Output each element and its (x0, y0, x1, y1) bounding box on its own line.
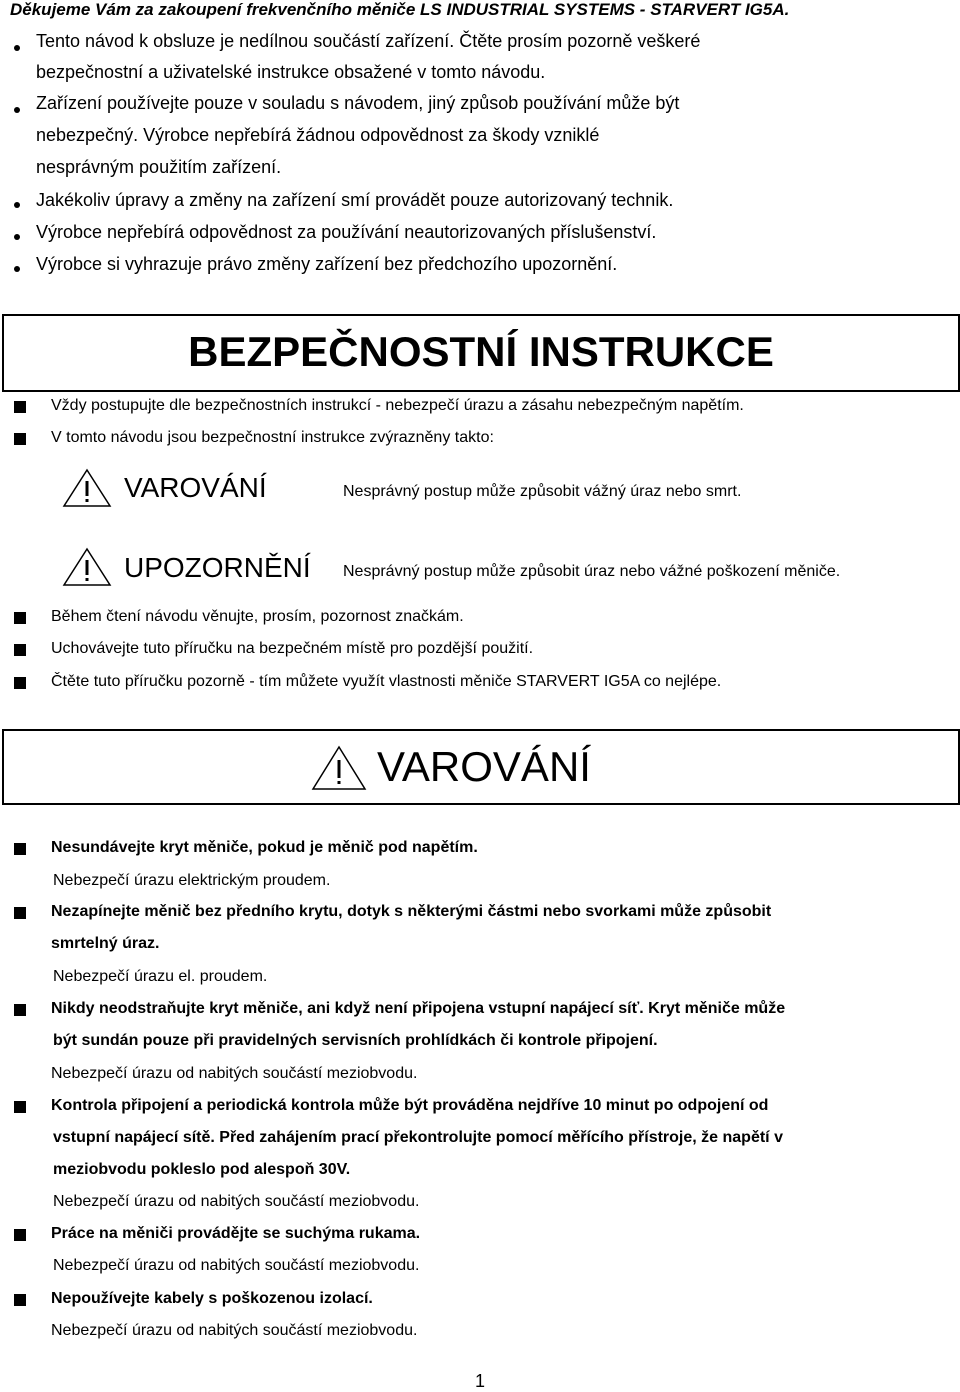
warning-item-note: Nebezpečí úrazu od nabitých součástí meziobvodu. (53, 1193, 420, 1210)
intro-line: bezpečnostní a uživatelské instrukce obsažené v tomto návodu. (36, 62, 546, 82)
warning-item-text: Nikdy neodstraňujte kryt měniče, ani když není připojena vstupní napájecí síť. Kryt měniče může (51, 1000, 786, 1017)
safety-item: Uchovávejte tuto příručku na bezpečném místě pro pozdější použití. (51, 640, 534, 657)
safety-item: Během čtení návodu věnujte, prosím, pozornost značkám. (51, 608, 464, 625)
bullet-square (14, 644, 26, 656)
warning-item-text: vstupní napájecí sítě. Před zahájením prací překontrolujte pomocí měřícího přístroje, že napětí v (53, 1129, 783, 1146)
warning-triangle-icon (311, 745, 367, 791)
bullet-square (14, 843, 26, 855)
intro-title: Děkujeme Vám za zakoupení frekvenčního měniče LS INDUSTRIAL SYSTEMS - STARVERT IG5A. (10, 0, 790, 19)
warning-item-text: být sundán pouze při pravidelných servisních prohlídkách či kontrole připojení. (53, 1032, 658, 1049)
intro-line: Tento návod k obsluze je nedílnou součástí zařízení. Čtěte prosím pozorně veškeré (36, 31, 701, 51)
safety-title: BEZPEČNOSTNÍ INSTRUKCE (188, 328, 774, 375)
warning-item-text: Kontrola připojení a periodická kontrola může být prováděna nejdříve 10 minut po odpojení od (51, 1097, 769, 1114)
warning-description: Nesprávný postup může způsobit vážný úraz nebo smrt. (343, 483, 742, 500)
warning-item-note: Nebezpečí úrazu od nabitých součástí meziobvodu. (51, 1065, 418, 1082)
intro-line: nesprávným použitím zařízení. (36, 157, 282, 177)
caution-label: UPOZORNĚNÍ (124, 552, 311, 583)
warning-triangle-icon (62, 468, 112, 508)
bullet-dot (14, 107, 20, 113)
warning-item-note: Nebezpečí úrazu el. proudem. (53, 968, 268, 985)
warning-item-note: Nebezpečí úrazu od nabitých součástí meziobvodu. (53, 1257, 420, 1274)
bullet-square (14, 907, 26, 919)
warning-item-note: Nebezpečí úrazu od nabitých součástí meziobvodu. (51, 1322, 418, 1339)
warning-item-note: Nebezpečí úrazu elektrickým proudem. (53, 872, 331, 889)
intro-line: nebezpečný. Výrobce nepřebírá žádnou odpovědnost za škody vzniklé (36, 125, 600, 145)
warning-title: VAROVÁNÍ (377, 743, 591, 790)
safety-item: V tomto návodu jsou bezpečnostní instrukce zvýrazněny takto: (51, 429, 494, 446)
bullet-dot (14, 202, 20, 208)
warning-label: VAROVÁNÍ (124, 472, 267, 503)
page-number: 1 (475, 1371, 486, 1391)
bullet-dot (14, 234, 20, 240)
safety-title-box (2, 314, 960, 392)
warning-item-text: Nesundávejte kryt měniče, pokud je měnič pod napětím. (51, 839, 478, 856)
bullet-square (14, 433, 26, 445)
intro-line: Jakékoliv úpravy a změny na zařízení smí provádět pouze autorizovaný technik. (36, 190, 674, 210)
caution-description: Nesprávný postup může způsobit úraz nebo vážné poškození měniče. (343, 563, 841, 580)
intro-line: Zařízení používejte pouze v souladu s návodem, jiný způsob používání může být (36, 93, 680, 113)
safety-item: Čtěte tuto příručku pozorně - tím můžete využít vlastnosti měniče STARVERT IG5A co nejlépe. (51, 673, 722, 690)
safety-item: Vždy postupujte dle bezpečnostních instrukcí - nebezpečí úrazu a zásahu nebezpečným napětím. (51, 397, 744, 414)
bullet-square (14, 401, 26, 413)
bullet-square (14, 1294, 26, 1306)
bullet-square (14, 1101, 26, 1113)
warning-item-text: Nepoužívejte kabely s poškozenou izolací. (51, 1290, 373, 1307)
warning-title-box (2, 729, 960, 805)
bullet-dot (14, 45, 20, 51)
bullet-dot (14, 266, 20, 272)
intro-line: Výrobce nepřebírá odpovědnost za používání neautorizovaných příslušenství. (36, 222, 657, 242)
bullet-square (14, 1229, 26, 1241)
bullet-square (14, 1004, 26, 1016)
bullet-square (14, 612, 26, 624)
warning-item-text: meziobvodu pokleslo pod alespoň 30V. (53, 1161, 351, 1178)
warning-item-text: smrtelný úraz. (51, 935, 160, 952)
bullet-square (14, 677, 26, 689)
warning-item-text: Práce na měniči provádějte se suchýma rukama. (51, 1225, 421, 1242)
caution-triangle-icon (62, 547, 112, 587)
warning-item-text: Nezapínejte měnič bez předního krytu, dotyk s některými částmi nebo svorkami může způsobit (51, 903, 772, 920)
intro-line: Výrobce si vyhrazuje právo změny zařízení bez předchozího upozornění. (36, 254, 618, 274)
